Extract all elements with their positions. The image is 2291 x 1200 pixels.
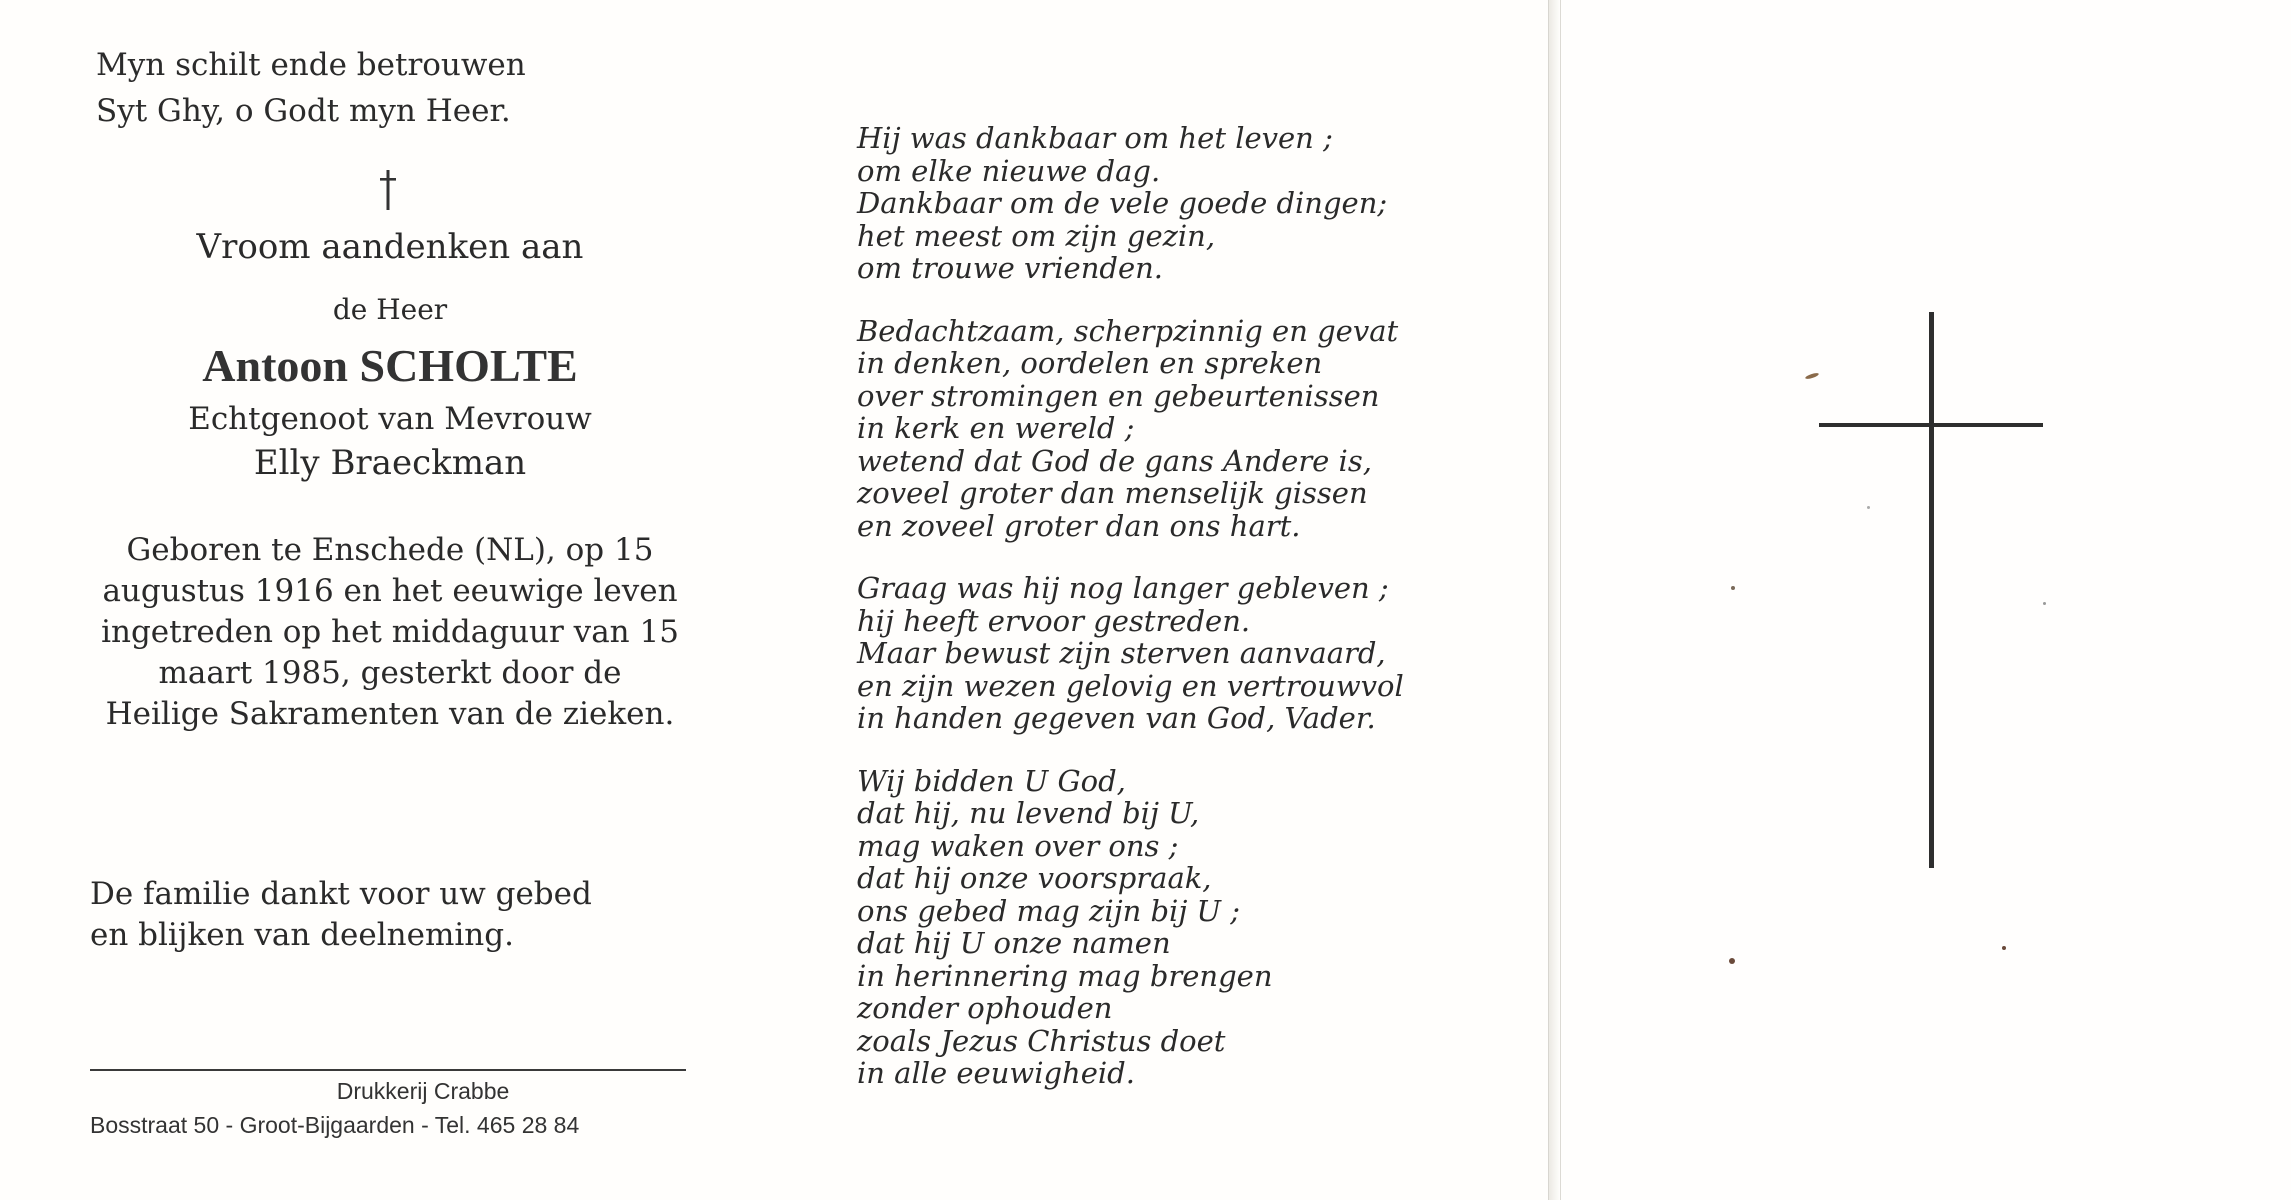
poem-line: het meest om zijn gezin,: [857, 218, 1216, 253]
poem-line: in herinnering mag brengen: [857, 958, 1273, 993]
poem-line: Dankbaar om de vele goede dingen;: [857, 186, 1388, 220]
poem-line: Graag was hij nog langer gebleven ;: [857, 571, 1389, 605]
birth-death-text: Geboren te Enschede (NL), op 15 augustus 1916 en het eeuwige leven ingetreden op het middaguur van 15 maart 1985, gesterkt door de Heilige Sakramenten van de zieken.: [101, 532, 679, 732]
poem-line: mag waken over ons ;: [857, 828, 1179, 863]
poem-line: Maar bewust zijn sterven aanvaard,: [857, 636, 1386, 670]
paper-speck: [1867, 506, 1870, 509]
family-thanks: De familie dankt voor uw gebed en blijken van deelneming.: [90, 876, 592, 953]
card-back-panel: [1560, 0, 2291, 1200]
poem-line: wetend dat God de gans Andere is,: [857, 443, 1372, 478]
poem-line: ons gebed mag zijn bij U ;: [857, 893, 1240, 928]
poem-line: over stromingen en gebeurtenissen: [857, 378, 1380, 413]
poem-line: in kerk en wereld ;: [857, 411, 1135, 445]
obituary-text-column: [0, 0, 780, 1200]
poem-stanza: [857, 765, 1497, 1090]
poem-line: hij heeft ervoor gestreden.: [857, 603, 1251, 638]
paper-speck: [2002, 946, 2006, 950]
spouse-name: Elly Braeckman: [253, 443, 527, 483]
poem-line: in denken, oordelen en spreken: [857, 346, 1323, 380]
poem-line: in handen gegeven van God, Vader.: [857, 701, 1376, 735]
printer-address: Bosstraat 50 - Groot-Bijgaarden - Tel. 465 28 84: [90, 1112, 580, 1138]
paper-speck: [1805, 372, 1820, 380]
paper-speck: [2043, 602, 2046, 605]
poem-line: dat hij U onze namen: [857, 926, 1171, 960]
paper-speck: [1729, 958, 1735, 964]
poem-line: om trouwe vrienden.: [857, 251, 1164, 285]
spouse-label: Echtgenoot van Mevrouw: [188, 401, 592, 437]
poem-line: zonder ophouden: [857, 991, 1113, 1025]
poem-line: zoals Jezus Christus doet: [857, 1023, 1226, 1058]
cross-icon: [1819, 312, 2043, 872]
deceased-name: Antoon SCHOLTE: [202, 340, 578, 391]
poem-line: dat hij onze voorspraak,: [857, 861, 1212, 895]
poem-line: en zijn wezen gelovig en vertrouwvol: [857, 668, 1404, 703]
poem-line: Wij bidden U God,: [857, 763, 1126, 798]
poem-stanza: [857, 122, 1497, 285]
card-fold-shadow: [1549, 0, 1560, 1200]
poem-line: zoveel groter dan menselijk gissen: [857, 476, 1368, 510]
printer-name: Drukkerij Crabbe: [336, 1078, 510, 1104]
poem: [857, 122, 1497, 1120]
poem-line: en zoveel groter dan ons hart.: [857, 508, 1301, 543]
memory-line: Vroom aandenken aan: [196, 227, 584, 267]
poem-line: dat hij, nu levend bij U,: [857, 796, 1200, 830]
poem-line: Hij was dankbaar om het leven ;: [857, 121, 1333, 155]
honorific: de Heer: [332, 293, 448, 326]
poem-stanza: [857, 315, 1497, 543]
poem-line: Bedachtzaam, scherpzinnig en gevat: [857, 313, 1399, 348]
poem-line: om elke nieuwe dag.: [857, 153, 1161, 188]
divider-rule: [90, 1069, 686, 1071]
paper-speck: [1731, 586, 1735, 590]
poem-stanza: [857, 572, 1497, 735]
poem-line: in alle eeuwigheid.: [857, 1056, 1135, 1090]
motto: Myn schilt ende betrouwen Syt Ghy, o Godt myn Heer.: [96, 47, 526, 129]
cross-icon: [378, 168, 398, 212]
